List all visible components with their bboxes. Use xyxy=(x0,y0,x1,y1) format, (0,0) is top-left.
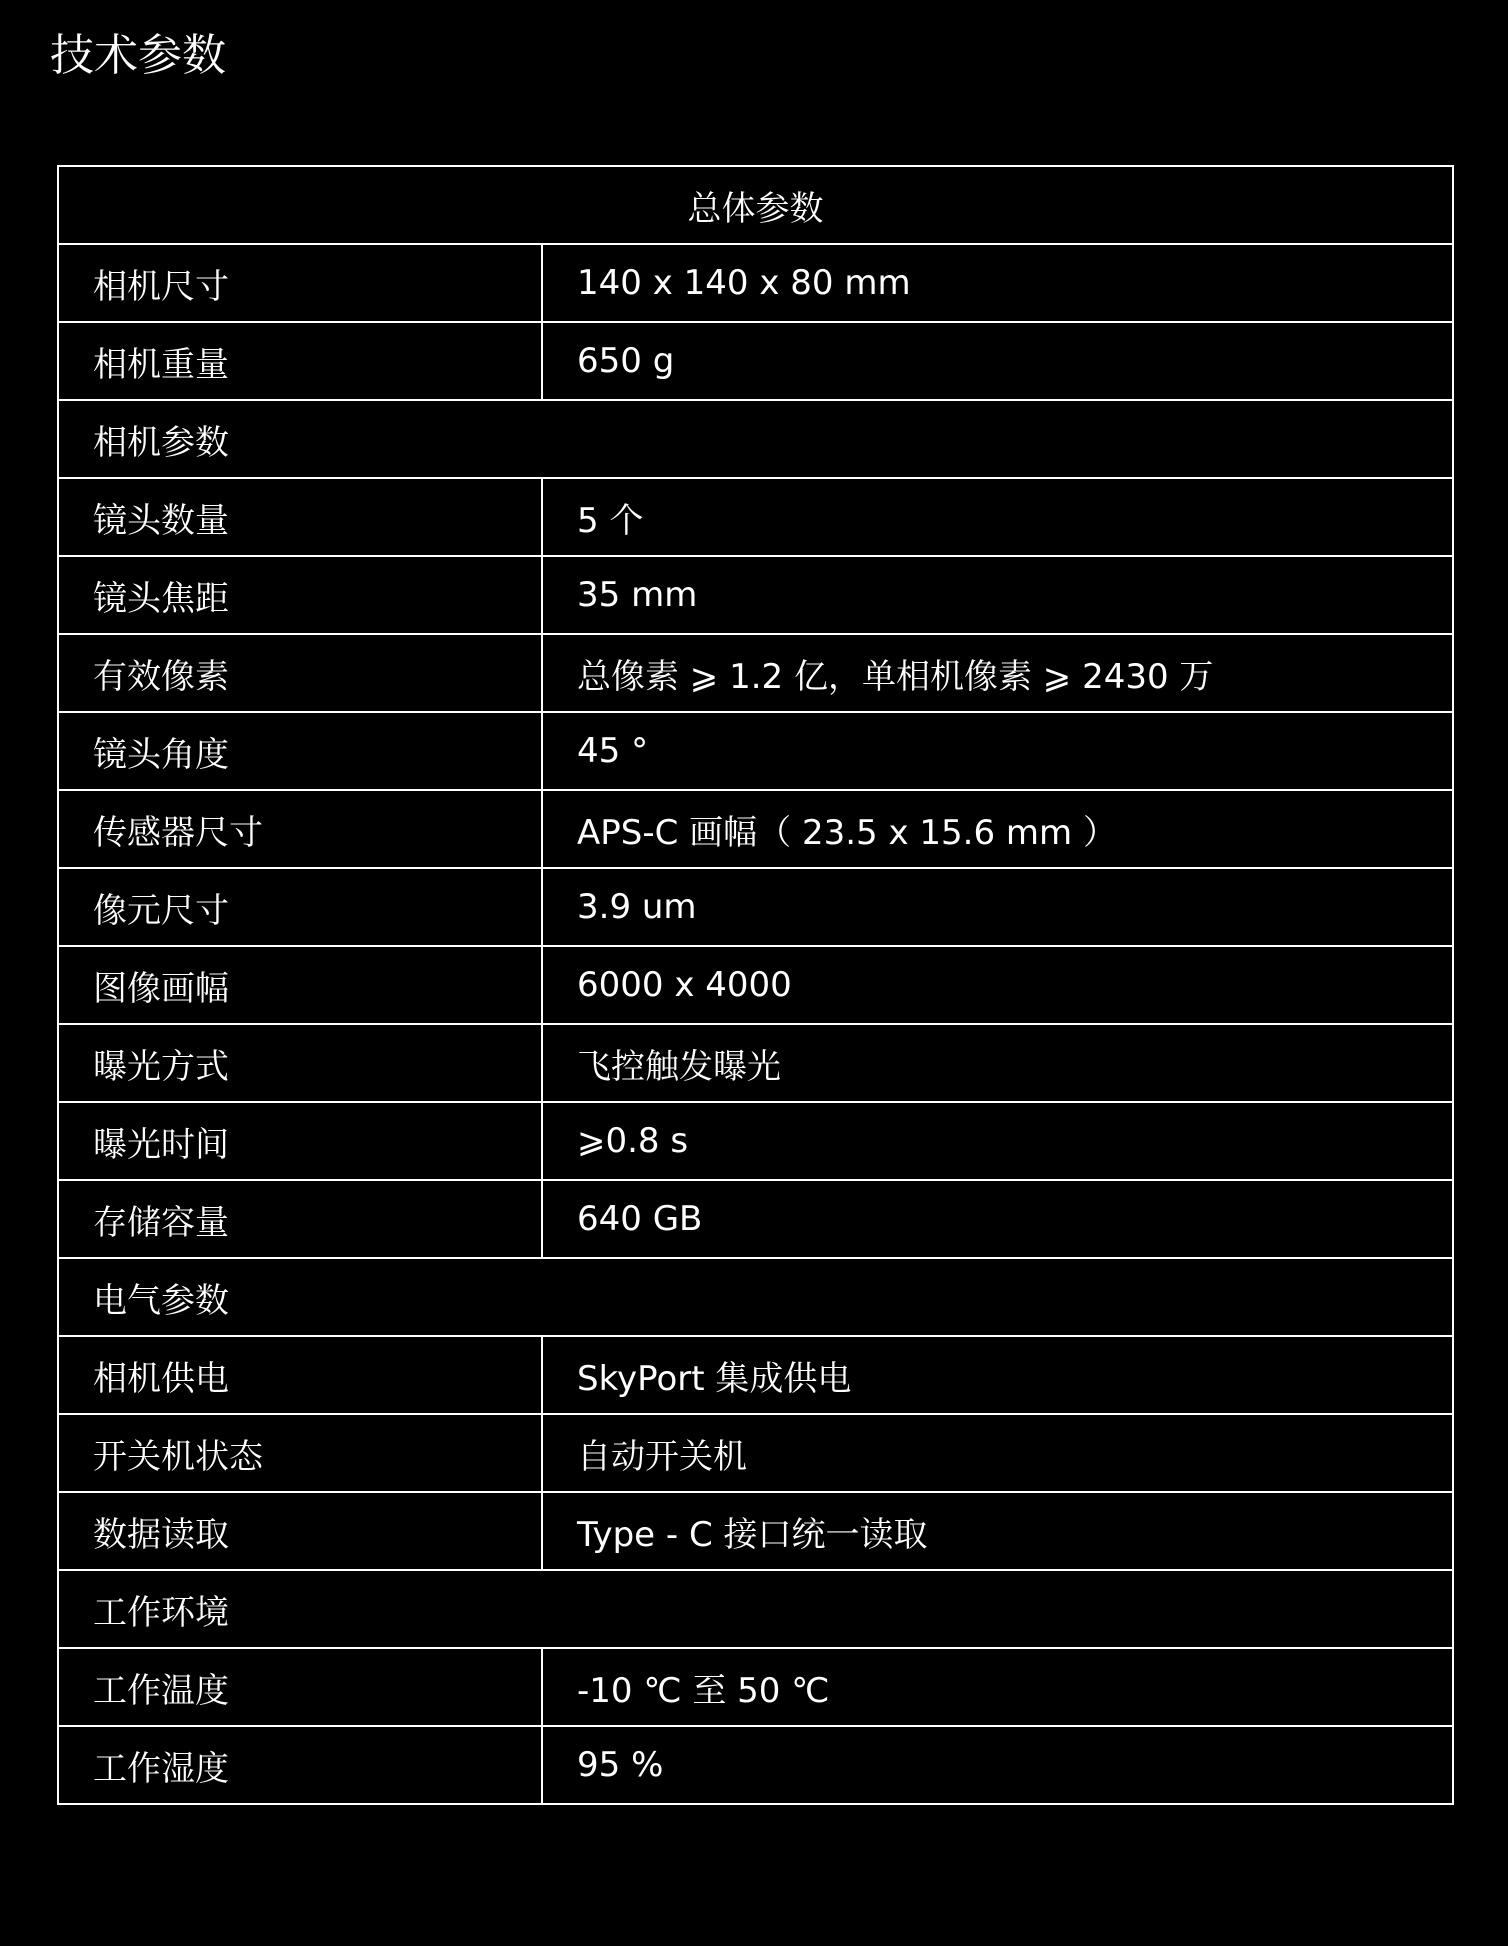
param-label: 相机重量 xyxy=(58,322,542,400)
param-value: 640 GB xyxy=(542,1180,1453,1258)
param-label: 镜头数量 xyxy=(58,478,542,556)
param-value: 45 ° xyxy=(542,712,1453,790)
param-label: 存储容量 xyxy=(58,1180,542,1258)
table-row xyxy=(58,712,1453,790)
param-label: 开关机状态 xyxy=(58,1414,542,1492)
table-row xyxy=(58,244,1453,322)
table-row xyxy=(58,1336,1453,1414)
table-header-row xyxy=(58,166,1453,244)
section-row xyxy=(58,400,1453,478)
table-row xyxy=(58,1180,1453,1258)
table-row xyxy=(58,322,1453,400)
section-label: 工作环境 xyxy=(58,1570,1453,1648)
param-value: 35 mm xyxy=(542,556,1453,634)
table-row xyxy=(58,1648,1453,1726)
table-row xyxy=(58,868,1453,946)
table-row xyxy=(58,1102,1453,1180)
param-value: 3.9 um xyxy=(542,868,1453,946)
param-label: 工作温度 xyxy=(58,1648,542,1726)
param-label: 传感器尺寸 xyxy=(58,790,542,868)
param-label: 镜头角度 xyxy=(58,712,542,790)
page-title: 技术参数 xyxy=(50,30,226,81)
spec-table xyxy=(57,165,1454,1805)
table-row xyxy=(58,1024,1453,1102)
param-label: 像元尺寸 xyxy=(58,868,542,946)
param-value: 140 x 140 x 80 mm xyxy=(542,244,1453,322)
param-value: APS-C 画幅（ 23.5 x 15.6 mm ） xyxy=(542,790,1453,868)
table-row xyxy=(58,790,1453,868)
param-value: 飞控触发曝光 xyxy=(542,1024,1453,1102)
param-value: 6000 x 4000 xyxy=(542,946,1453,1024)
param-value: 总像素 ⩾ 1.2 亿，单相机像素 ⩾ 2430 万 xyxy=(542,634,1453,712)
table-row xyxy=(58,946,1453,1024)
param-label: 曝光方式 xyxy=(58,1024,542,1102)
param-value: 650 g xyxy=(542,322,1453,400)
param-value: 95 % xyxy=(542,1726,1453,1804)
table-row xyxy=(58,556,1453,634)
param-value: 5 个 xyxy=(542,478,1453,556)
table-row xyxy=(58,634,1453,712)
table-row xyxy=(58,478,1453,556)
spec-table-body xyxy=(58,166,1453,1804)
section-label: 相机参数 xyxy=(58,400,1453,478)
param-value: Type - C 接口统一读取 xyxy=(542,1492,1453,1570)
table-row xyxy=(58,1726,1453,1804)
section-row xyxy=(58,1570,1453,1648)
param-label: 工作湿度 xyxy=(58,1726,542,1804)
param-label: 镜头焦距 xyxy=(58,556,542,634)
param-value: -10 ℃ 至 50 ℃ xyxy=(542,1648,1453,1726)
param-label: 有效像素 xyxy=(58,634,542,712)
param-value: SkyPort 集成供电 xyxy=(542,1336,1453,1414)
param-value: ⩾0.8 s xyxy=(542,1102,1453,1180)
param-label: 数据读取 xyxy=(58,1492,542,1570)
param-label: 曝光时间 xyxy=(58,1102,542,1180)
table-row xyxy=(58,1414,1453,1492)
table-header: 总体参数 xyxy=(58,166,1453,244)
section-label: 电气参数 xyxy=(58,1258,1453,1336)
section-row xyxy=(58,1258,1453,1336)
table-row xyxy=(58,1492,1453,1570)
param-label: 相机尺寸 xyxy=(58,244,542,322)
param-label: 相机供电 xyxy=(58,1336,542,1414)
param-label: 图像画幅 xyxy=(58,946,542,1024)
param-value: 自动开关机 xyxy=(542,1414,1453,1492)
